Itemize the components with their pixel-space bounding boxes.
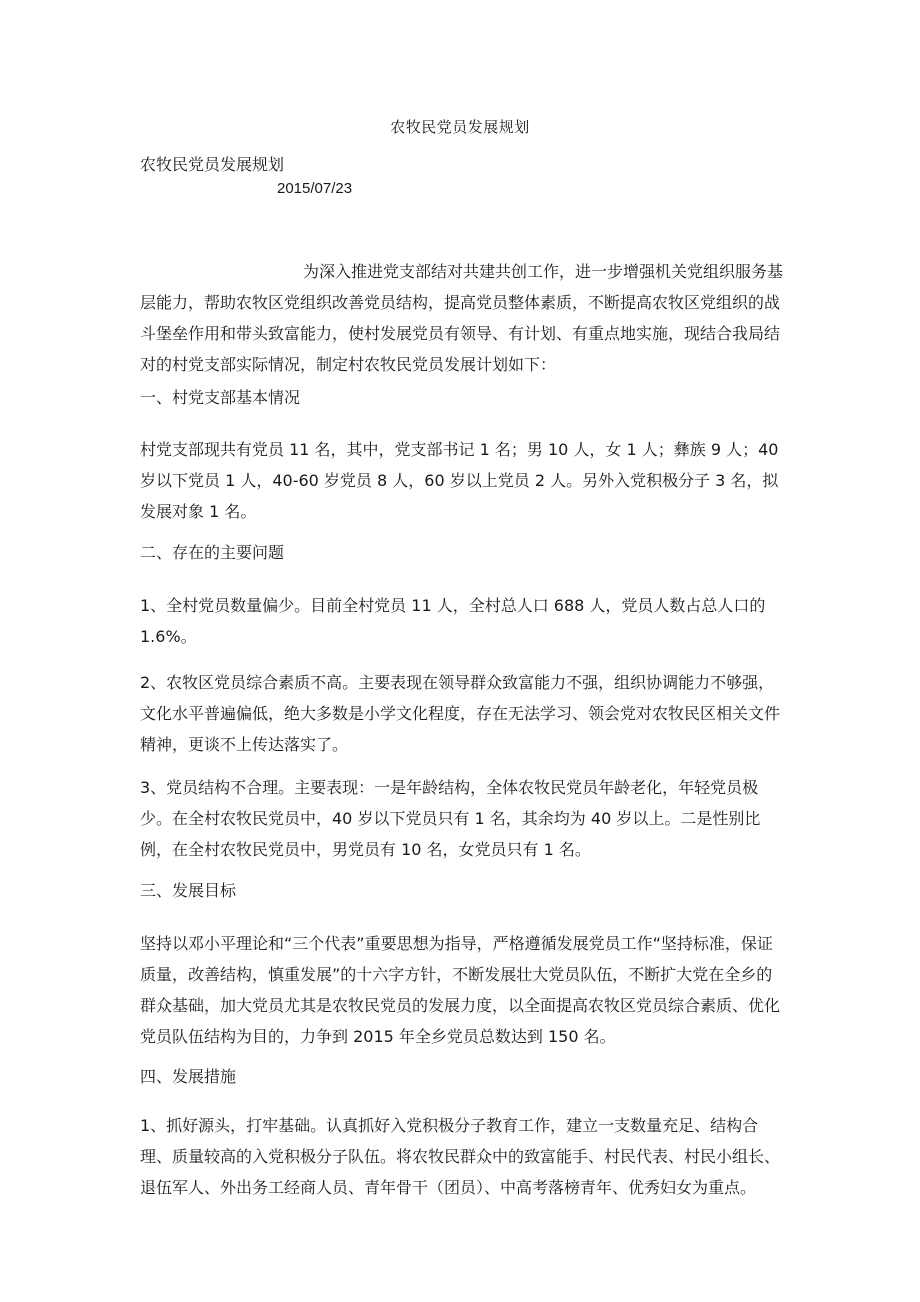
section1-heading: 一、村党支部基本情况 (140, 388, 301, 407)
document-date: 2015/07/23 (277, 180, 353, 197)
measure-1: 1、抓好源头，打牢基础。认真抓好入党积极分子教育工作，建立一支数量充足、结构合理、质量较高的入党积极分子队伍。将农牧民群众中的致富能手、村民代表、村民小组长、退伍军人、外出务工经商人员、青年骨干（团员）、中高考落榜青年、优秀妇女为重点。 (140, 1116, 781, 1197)
problem-2: 2、农牧区党员综合素质不高。主要表现在领导群众致富能力不强，组织协调能力不够强，文化水平普遍偏低，绝大多数是小学文化程度，存在无法学习、领会党对农牧民区相关文件精神，更谈不上传达落实了。 (140, 673, 781, 754)
intro-paragraph: 为深入推进党支部结对共建共创工作，进一步增强机关党组织服务基层能力，帮助农牧区党组织改善党员结构，提高党员整体素质，不断提高农牧区党组织的战斗堡垒作用和带头致富能力，使村发展党员有领导、有计划、有重点地实施，现结合我局结对的村党支部实际情况，制定村农牧民党员发展计划如下： (140, 262, 784, 374)
section2-heading: 二、存在的主要问题 (140, 543, 285, 562)
section4-heading: 四、发展措施 (140, 1067, 237, 1086)
section3-body: 坚持以邓小平理论和“三个代表”重要思想为指导，严格遵循发展党员工作“坚持标准，保证质量，改善结构，慎重发展”的十六字方针，不断发展壮大党员队伍，不断扩大党在全乡的群众基础，加大党员尤其是农牧民党员的发展力度，以全面提高农牧区党员综合素质、优化党员队伍结构为目的，力争到 2015 年全乡党员总数达到 150 名。 (140, 934, 781, 1046)
problem-1: 1、全村党员数量偏少。目前全村党员 11 人，全村总人口 688 人，党员人数占总人口的 1.6%。 (140, 596, 766, 646)
problem-3: 3、党员结构不合理。主要表现：一是年龄结构，全体农牧民党员年龄老化，年轻党员极少。在全村农牧民党员中，40 岁以下党员只有 1 名，其余均为 40 岁以上。二是性别比例，在全村农牧民党员中，男党员有 10 名，女党员只有 1 名。 (140, 778, 761, 859)
section3-heading: 三、发展目标 (140, 881, 237, 900)
document-title: 农牧民党员发展规划 (390, 118, 530, 136)
section1-body: 村党支部现共有党员 11 名，其中，党支部书记 1 名；男 10 人，女 1 人；彝族 9 人；40 岁以下党员 1 人，40-60 岁党员 8 人，60 岁以上党员 2 人。另外入党积极分子 3 名，拟发展对象 1 名。 (140, 440, 779, 521)
document-subtitle: 农牧民党员发展规划 (140, 155, 285, 174)
